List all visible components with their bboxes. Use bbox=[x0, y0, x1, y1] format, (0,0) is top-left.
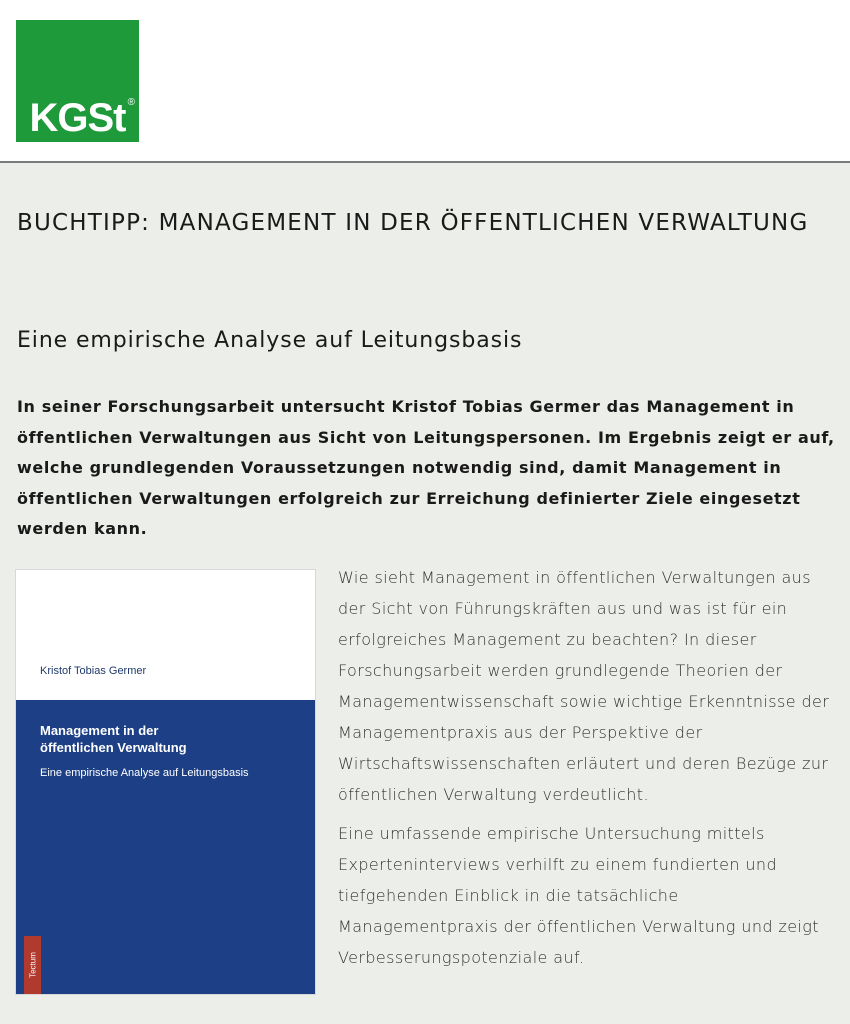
cover-title bbox=[40, 722, 290, 756]
registered-mark: ® bbox=[127, 97, 135, 108]
logo-text: KGSt bbox=[29, 96, 126, 140]
body-paragraph-1: Wie sieht Management in öffentlichen Verwaltungen aus der Sicht von Führungskräften aus und was ist für ein erfolgreiches Management zu beachten? In dieser Forschungsarbeit werden grundlegende Theorien der Managementwissenschaft sowie wichtige Erkenntnisse der Managementpraxis aus der Perspektive der Wirtschaftswissenschaften erläutert und deren Bezüge zur öffentlichen Verwaltung verdeutlicht. bbox=[338, 568, 830, 804]
body-paragraph-2: Eine umfassende empirische Untersuchung mittels Experteninterviews verhilft zu einem fundierten und tiefgehenden Einblick in die tatsächliche Managementpraxis der öffentlichen Verwaltung und zeigt Verbesserungspotenziale auf. bbox=[338, 824, 819, 967]
cover-title-line1: Management in der bbox=[40, 723, 159, 738]
cover-title-line2: öffentlichen Verwaltung bbox=[40, 740, 187, 755]
article-intro: In seiner Forschungsarbeit untersucht Kristof Tobias Germer das Management in öffentlichen Verwaltungen aus Sicht von Leitungspersonen. Im Ergebnis zeigt er auf, welche grundlegenden Voraussetzungen notwendig sind, damit Management in öffentlichen Verwaltungen erfolgreich zur Erreichung definierter Ziele eingesetzt werden kann. bbox=[17, 397, 835, 538]
publisher-badge bbox=[24, 936, 41, 994]
kgst-logo[interactable] bbox=[16, 20, 139, 142]
cover-author: Kristof Tobias Germer bbox=[40, 665, 147, 677]
book-cover-image bbox=[16, 570, 315, 994]
page-header bbox=[0, 0, 850, 163]
article-title: BUCHTIPP: MANAGEMENT IN DER ÖFFENTLICHEN VERWALTUNG bbox=[17, 210, 809, 236]
publisher-name: Tectum bbox=[28, 952, 37, 978]
article-subtitle: Eine empirische Analyse auf Leitungsbasis bbox=[17, 328, 523, 353]
cover-blue-panel bbox=[16, 700, 315, 994]
cover-subtitle: Eine empirische Analyse auf Leitungsbasis bbox=[40, 767, 249, 779]
